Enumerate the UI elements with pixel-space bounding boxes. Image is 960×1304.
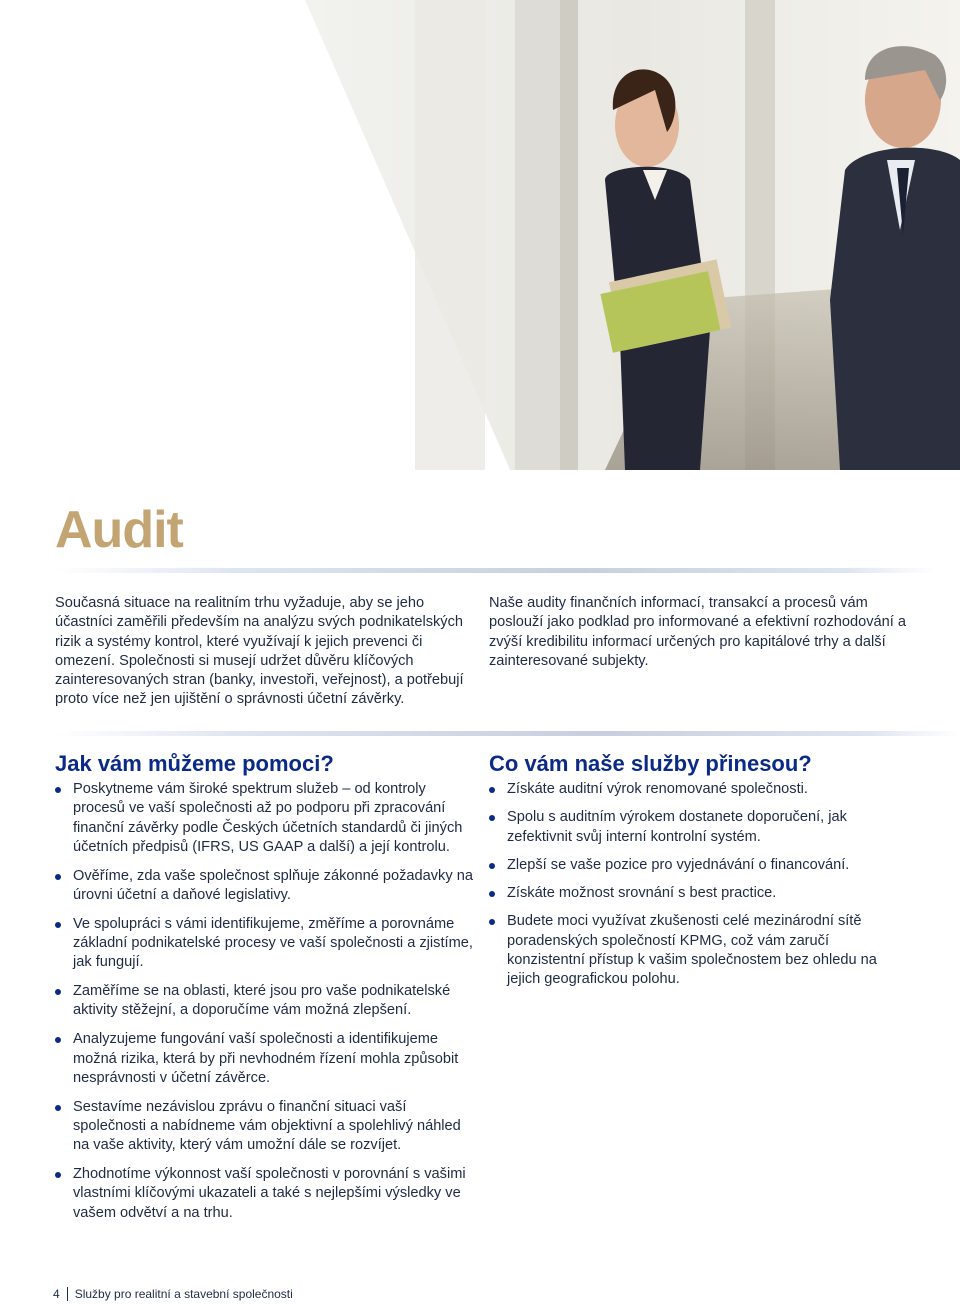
benefits-list [489, 780, 909, 999]
hero-photo [305, 0, 960, 470]
help-list [55, 780, 475, 1232]
list-item: Spolu s auditním výrokem dostanete doporučení, jak zefektivnit svůj interní kontrolní systém. [489, 808, 909, 847]
list-item: Zaměříme se na oblasti, které jsou pro vaše podnikatelské aktivity stěžejní, a doporučíme vám možná zlepšení. [55, 982, 475, 1021]
list-item: Ve spolupráci s vámi identifikujeme, změříme a porovnáme základní podnikatelské procesy ve vaší společnosti a zjistíme, jak fungují. [55, 915, 475, 973]
section-divider [55, 731, 960, 736]
page-title: Audit [55, 501, 183, 559]
list-item: Ověříme, zda vaše společnost splňuje zákonné požadavky na úrovni účetní a daňové legislativy. [55, 867, 475, 906]
page-number: 4 [53, 1287, 60, 1301]
list-item: Analyzujeme fungování vaší společnosti a identifikujeme možná rizika, která by při nevhodném řízení mohla způsobit nesprávnosti v účetní závěrce. [55, 1030, 475, 1088]
list-item: Sestavíme nezávislou zprávu o finanční situaci vaší společnosti a nabídneme vám objektivní a spolehlivý náhled na vaše aktivity, který vám umožní dále se rozvíjet. [55, 1098, 475, 1156]
business-people-photo [305, 0, 960, 470]
intro-left-paragraph: Současná situace na realitním trhu vyžaduje, aby se jeho účastníci zaměřili především na analýzu svých podnikatelských rizik a systémy kontrol, které využívají k jejich prevenci či omezení. Společnosti si musejí udržet důvěru klíčových zainteresovaných stran (banky, investoři, veřejnost), a potřebují proto více než jen ujištění o správnosti účetní závěrky. [55, 595, 464, 708]
footer-section-title: Služby pro realitní a stavební společnosti [74, 1287, 293, 1301]
list-item: Zhodnotíme výkonnost vaší společnosti v porovnání s vašimi vlastními klíčovými ukazateli a také s nejlepšími výsledky ve vašem odvětví a na trhu. [55, 1165, 475, 1223]
intro-right-paragraph: Naše audity finančních informací, transakcí a procesů vám poslouží jako podklad pro informované a efektivní rozhodování a zvýší kredibilitu informací určených pro kapitálové trhy a další zainteresované subjekty. [489, 595, 906, 669]
page-footer [53, 1287, 293, 1301]
list-item: Poskytneme vám široké spektrum služeb – od kontroly procesů ve vaší společnosti až po podporu při zpracování finanční závěrky podle Českých účetních standardů či jiných účetních předpisů (IFRS, US GAAP a další) a její kontrolu. [55, 780, 475, 857]
footer-separator [67, 1287, 68, 1301]
list-item: Získáte auditní výrok renomované společnosti. [489, 780, 909, 799]
list-item: Zlepší se vaše pozice pro vyjednávání o financování. [489, 856, 909, 875]
title-divider [55, 568, 935, 573]
list-item: Získáte možnost srovnání s best practice. [489, 884, 909, 903]
help-heading: Jak vám můžeme pomoci? [55, 751, 334, 776]
list-item: Budete moci využívat zkušenosti celé mezinárodní sítě poradenských společností KPMG, což vám zaručí konzistentní přístup k vašim společnostem bez ohledu na jejich geografickou polohu. [489, 912, 909, 989]
benefits-heading: Co vám naše služby přinesou? [489, 751, 812, 776]
